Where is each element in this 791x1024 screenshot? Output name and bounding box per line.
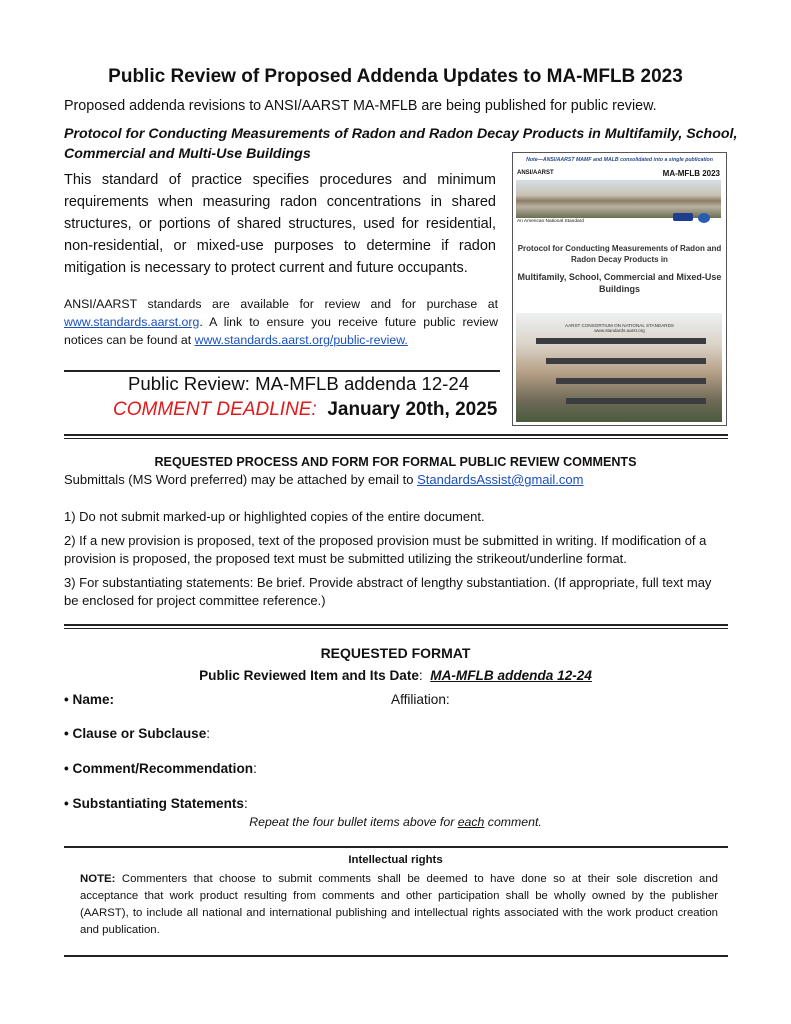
reviewed-item-value: MA-MFLB addenda 12-24 <box>430 668 592 683</box>
clause-field: • Clause or Subclause: <box>64 726 211 741</box>
public-review-line: Public Review: MA-MFLB addenda 12-24 <box>128 373 470 394</box>
intellectual-rights-note <box>80 871 718 939</box>
repeat-each: each <box>457 815 485 829</box>
divider <box>64 955 728 957</box>
window-row <box>566 398 706 404</box>
cover-standard-label: An American National Standard <box>517 219 584 224</box>
availability-text-2: . A link to ensure you receive future public review notices can be found at <box>64 315 498 347</box>
rule-item-3: 3) For substantiating statements: Be brief. Provide abstract of lengthy substantiation. (If appropriate, full text may be enclosed for project committee reference.) <box>64 575 712 608</box>
aarst-logo <box>673 213 693 221</box>
ansi-logo <box>698 213 710 223</box>
intro-text: Proposed addenda revisions to ANSI/AARST MA-MFLB are being published for public review. <box>64 98 657 114</box>
note-text: Commenters that choose to submit comments shall be deemed to have done so at their sole discretion and acceptance that work product resulting from comments and other participation shall be wholly owned by the publisher (AARST), to include all national and international publishing and intellectual rights associated with the work product creation and publication. <box>80 873 718 936</box>
divider <box>64 438 728 439</box>
comment-deadline <box>113 399 497 421</box>
clause-label: • Clause or Subclause <box>64 726 207 741</box>
public-review-link[interactable]: www.standards.aarst.org/public-review. <box>194 333 408 347</box>
comment-label: • Comment/Recommendation <box>64 761 254 776</box>
cover-title: Protocol for Conducting Measurements of Radon and Radon Decay Products in <box>517 244 722 264</box>
cover-consortium <box>517 323 722 333</box>
submittals-text <box>64 472 583 487</box>
name-label: • Name: <box>64 692 115 707</box>
cover-code-right: MA-MFLB 2023 <box>662 169 720 178</box>
divider <box>64 370 500 372</box>
abstract-text: This standard of practice specifies procedures and minimum requirements when measuring radon concentrations in shared structures, or portions of shared structures, used for residential, non-residential, or mixed-use purposes to determine if radon mitigation is necessary to protect current and future occupants. <box>64 172 496 276</box>
repeat-post: comment. <box>484 815 542 829</box>
reviewed-item: Public Reviewed Item and Its Date: MA-MFLB addenda 12-24 <box>199 668 592 683</box>
availability-text-1: ANSI/AARST standards are available for review and for purchase at <box>64 297 498 311</box>
deadline-date: January 20th, 2025 <box>327 399 498 420</box>
standards-link[interactable]: www.standards.aarst.org <box>64 315 200 329</box>
intellectual-rights-heading: Intellectual rights <box>348 854 443 866</box>
email-link[interactable]: StandardsAssist@gmail.com <box>417 472 584 487</box>
window-row <box>536 338 706 344</box>
cover-code-left: ANSI/AARST <box>517 170 554 176</box>
repeat-pre: Repeat the four bullet items above for <box>249 815 458 829</box>
divider <box>64 846 728 848</box>
reviewed-item-label: Public Reviewed Item and Its Date <box>199 668 419 683</box>
window-row <box>546 358 706 364</box>
substantiating-field: • Substantiating Statements: <box>64 796 248 811</box>
rule-item-1: 1) Do not submit marked-up or highlighted copies of the entire document. <box>64 509 485 524</box>
window-row <box>556 378 706 384</box>
cover-consortium-text: AARST CONSORTIUM ON NATIONAL STANDARDS <box>565 323 674 328</box>
divider <box>64 628 728 629</box>
cover-note: Note—ANSI/AARST MAMF and MALB consolidated into a single publication <box>526 157 713 163</box>
submittals-label: Submittals (MS Word preferred) may be attached by email to <box>64 472 418 487</box>
note-label: NOTE: <box>80 873 116 885</box>
cover-website: www.standards.aarst.org <box>594 328 645 333</box>
standard-cover-image <box>512 152 727 426</box>
protocol-title: Protocol for Conducting Measurements of Radon and Radon Decay Products in Multifamily, School, Commercial and Multi-Use Buildings <box>64 126 738 162</box>
process-heading: REQUESTED PROCESS AND FORM FOR FORMAL PUBLIC REVIEW COMMENTS <box>154 455 637 469</box>
affiliation-label: Affiliation: <box>391 692 450 707</box>
comment-field: • Comment/Recommendation: <box>64 761 257 776</box>
format-heading: REQUESTED FORMAT <box>320 645 471 661</box>
availability-text <box>64 295 498 349</box>
repeat-instruction <box>0 815 791 829</box>
cover-subtitle: Multifamily, School, Commercial and Mixed-Use Buildings <box>517 272 722 294</box>
page-title: Public Review of Proposed Addenda Updates to MA-MFLB 2023 <box>108 66 683 87</box>
name-field <box>64 692 114 707</box>
divider <box>64 434 728 436</box>
deadline-label: COMMENT DEADLINE: <box>113 399 317 420</box>
substantiating-label: • Substantiating Statements <box>64 796 244 811</box>
divider <box>64 624 728 626</box>
rule-item-2: 2) If a new provision is proposed, text of the proposed provision must be submitted in writing. If modification of a provision is proposed, the proposed text must be submitted utilizing the strikeout/underline format. <box>64 533 707 566</box>
